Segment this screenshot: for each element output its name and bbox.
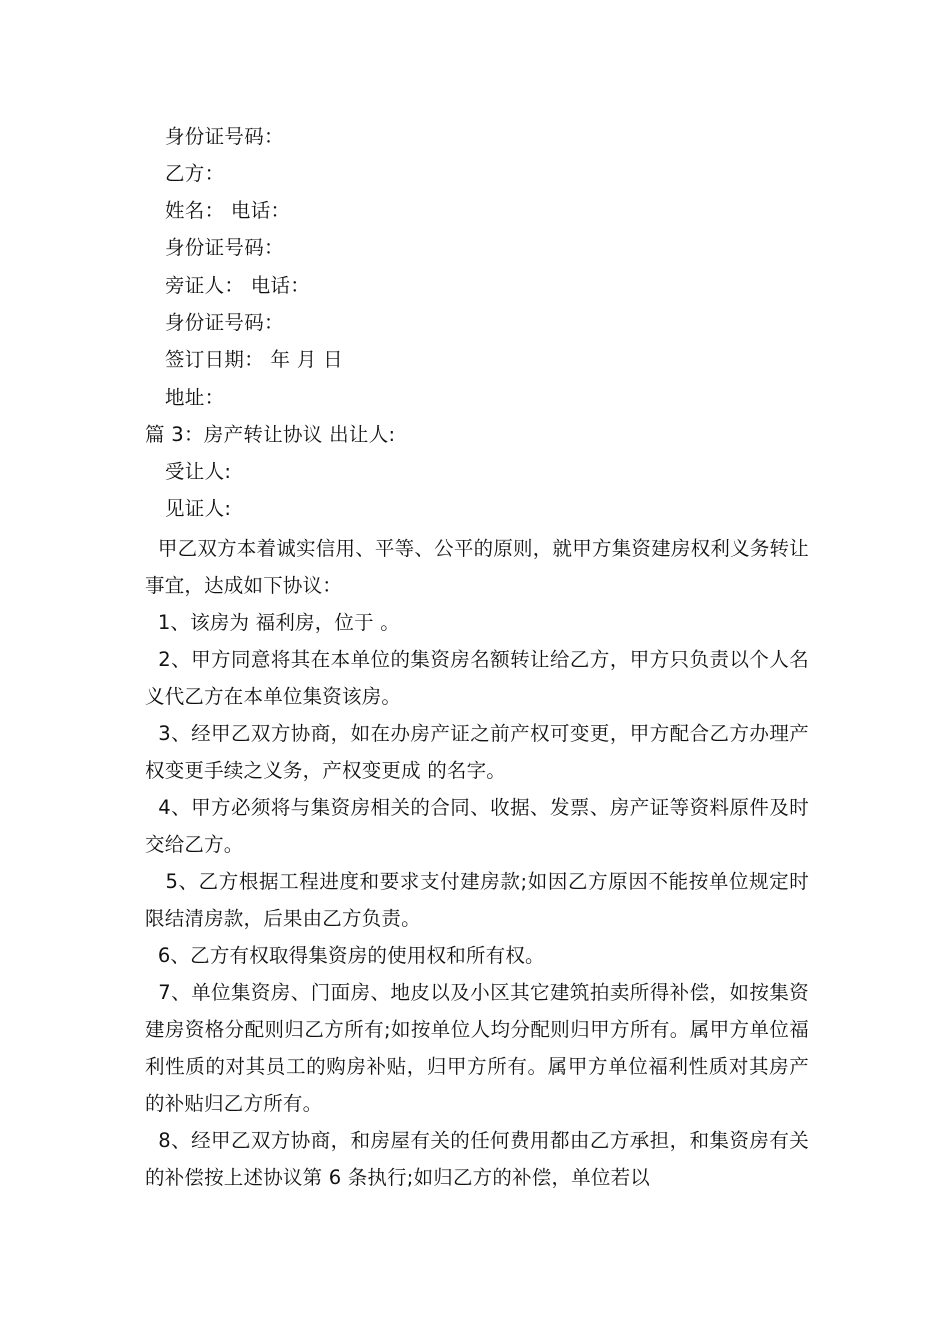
id-number-line: 身份证号码： (165, 125, 284, 148)
intro-paragraph: 甲乙双方本着诚实信用、平等、公平的原则，就甲方集资建房权利义务转让事宜，达成如下协议： (145, 537, 809, 597)
clause-7: 7、单位集资房、门面房、地皮以及小区其它建筑拍卖所得补偿，如按集资建房资格分配则归乙方所有;如按单位人均分配则归甲方所有。属甲方单位福利性质的对其员工的购房补贴，归甲方所有。属甲方单位福利性质对其房产的补贴归乙方所有。 (145, 981, 809, 1115)
name-phone-line: 姓名： 电话： (165, 199, 291, 222)
clause-8: 8、经甲乙双方协商，和房屋有关的任何费用都由乙方承担，和集资房有关的补偿按上述协议第 6 条执行;如归乙方的补偿，单位若以 (145, 1129, 809, 1189)
witness-phone-line: 旁证人： 电话： (165, 274, 311, 297)
party-b-line: 乙方： (165, 162, 225, 185)
address-line: 地址： (165, 386, 225, 409)
section-title: 篇 3：房产转让协议 出让人: (145, 423, 396, 446)
clause-3: 3、经甲乙双方协商，如在办房产证之前产权可变更，甲方配合乙方办理产权变更手续之义务，产权变更成 的名字。 (145, 722, 809, 782)
clause-6: 6、乙方有权取得集资房的使用权和所有权。 (145, 944, 545, 967)
sign-date-line: 签订日期： 年 月 日 (165, 348, 343, 371)
transferee-line: 受让人: (165, 460, 232, 483)
id-number-line: 身份证号码： (165, 311, 284, 334)
clause-1: 1、该房为 福利房，位于 。 (145, 611, 400, 634)
witness-line: 见证人: (165, 497, 232, 520)
clause-4: 4、甲方必须将与集资房相关的合同、收据、发票、房产证等资料原件及时交给乙方。 (145, 796, 809, 856)
clause-2: 2、甲方同意将其在本单位的集资房名额转让给乙方，甲方只负责以个人名义代乙方在本单位集资该房。 (145, 648, 809, 708)
id-number-line: 身份证号码： (165, 236, 284, 259)
clause-5: 5、乙方根据工程进度和要求支付建房款;如因乙方原因不能按单位规定时限结清房款，后果由乙方负责。 (145, 870, 810, 930)
